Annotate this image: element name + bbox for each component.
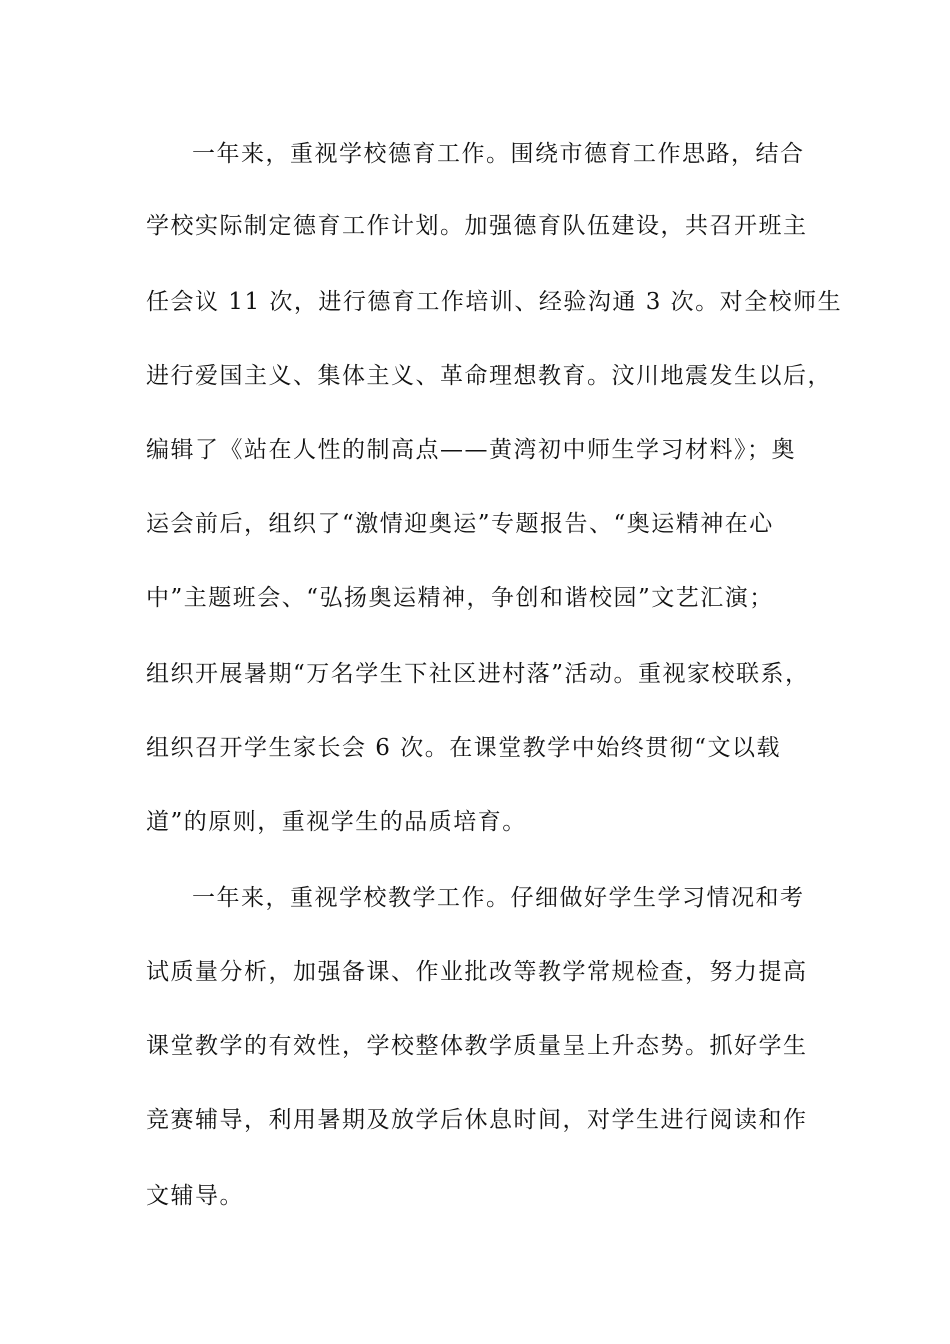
paragraph-1-line-5: 编辑了《站在人性的制高点——黄湾初中师生学习材料》；奥: [146, 437, 796, 463]
paragraph-1-line-7: 中”主题班会、“弘扬奥运精神，争创和谐校园”文艺汇演；: [146, 585, 774, 611]
paragraph-2-line-3: 课堂教学的有效性，学校整体教学质量呈上升态势。抓好学生: [146, 1033, 808, 1059]
paragraph-1-line-6: 运会前后，组织了“激情迎奥运”专题报告、“奥运精神在心: [146, 511, 774, 537]
paragraph-1-line-3: 任会议 11 次，进行德育工作培训、经验沟通 3 次。对全校师生: [146, 289, 843, 315]
paragraph-2-line-5: 文辅导。: [146, 1183, 244, 1209]
paragraph-1-line-8: 组织开展暑期“万名学生下社区进村落”活动。重视家校联系，: [146, 661, 810, 687]
paragraph-1-line-10: 道”的原则，重视学生的品质培育。: [146, 809, 527, 835]
paragraph-1-line-1: 一年来，重视学校德育工作。围绕市德育工作思路，结合: [192, 141, 805, 167]
paragraph-2-line-2: 试质量分析，加强备课、作业批改等教学常规检查，努力提高: [146, 959, 808, 985]
paragraph-2-line-4: 竞赛辅导，利用暑期及放学后休息时间，对学生进行阅读和作: [146, 1107, 808, 1133]
paragraph-2-line-1: 一年来，重视学校教学工作。仔细做好学生学习情况和考: [192, 885, 805, 911]
paragraph-1-line-9: 组织召开学生家长会 6 次。在课堂教学中始终贯彻“文以载: [146, 735, 782, 761]
paragraph-1-line-4: 进行爱国主义、集体主义、革命理想教育。汶川地震发生以后，: [146, 363, 832, 389]
paragraph-1-line-2: 学校实际制定德育工作计划。加强德育队伍建设，共召开班主: [146, 213, 808, 239]
